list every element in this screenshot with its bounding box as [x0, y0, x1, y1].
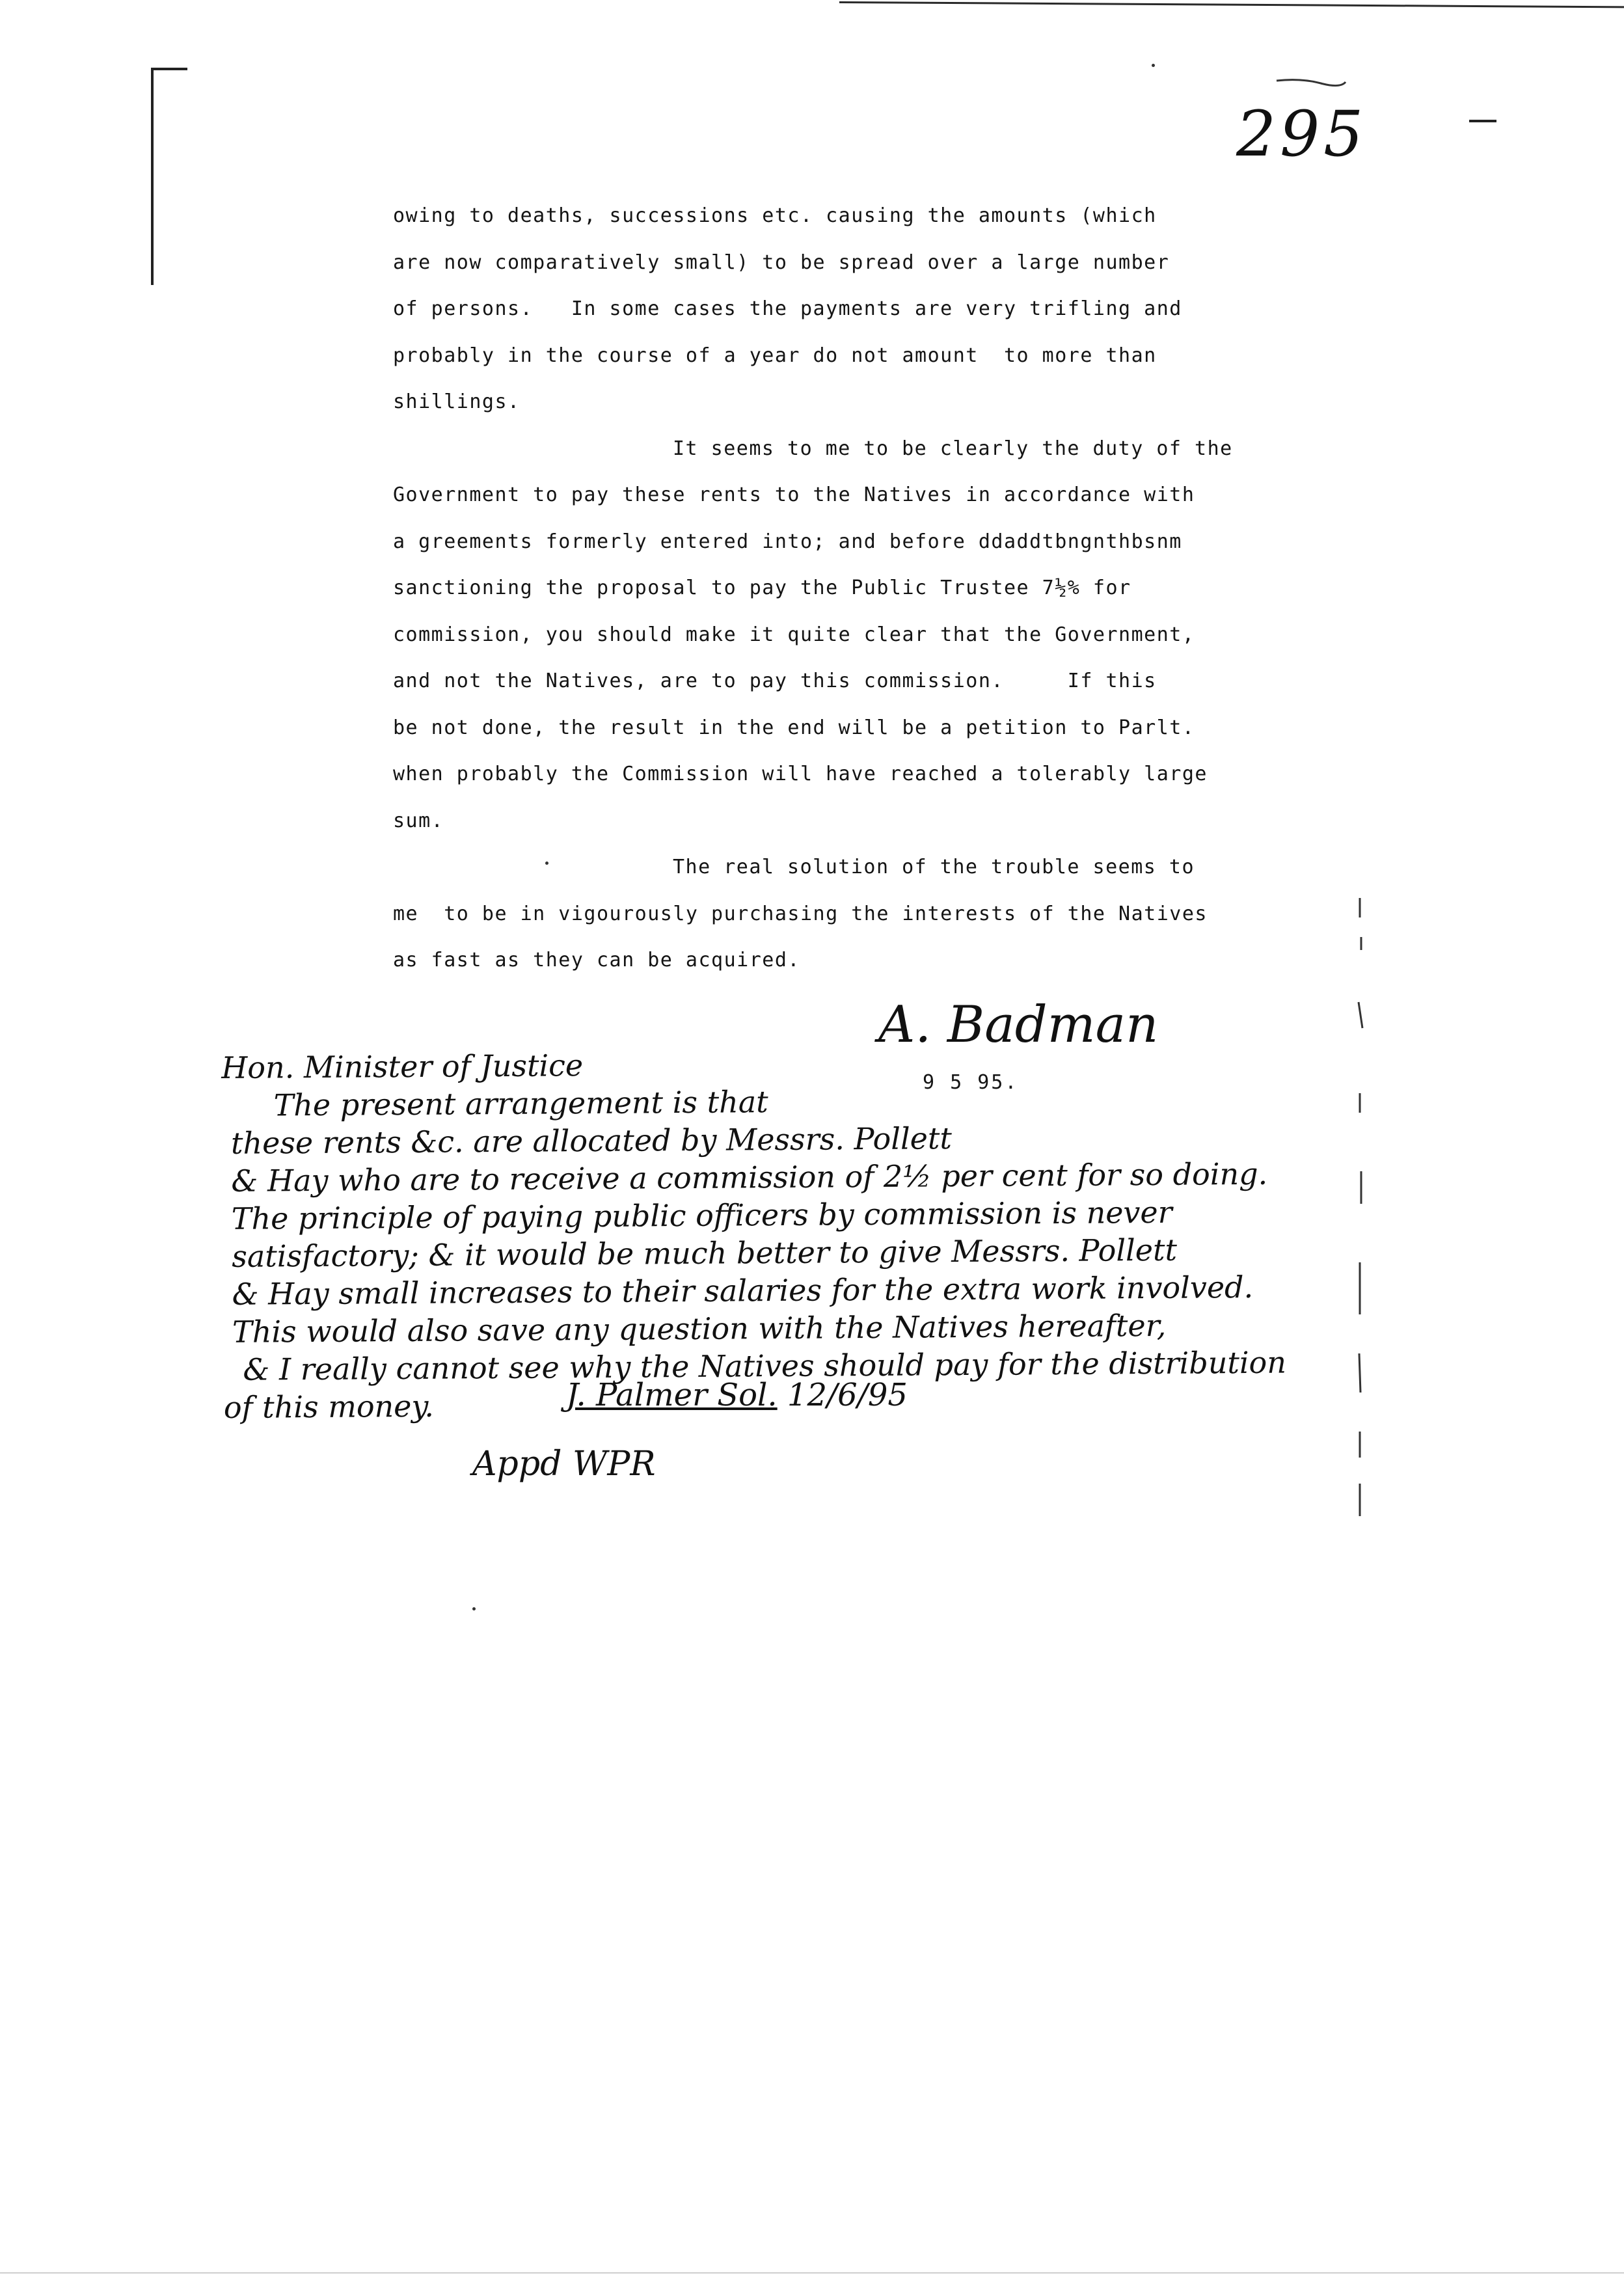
signature-date: 9 5 95.: [923, 1071, 1019, 1094]
minute-date: 12/6/95: [787, 1377, 908, 1413]
approval-initials: Appd WPR: [472, 1445, 656, 1484]
typed-line: are now comparatively small) to be spread over a large number: [393, 251, 1170, 274]
minute-line: & Hay who are to receive a commission of 2½ per cent for so doing.: [231, 1156, 1268, 1199]
scan-edge-bottom: [0, 2272, 1624, 2274]
minute-line: of this money.: [223, 1388, 435, 1425]
typed-line: The real solution of the trouble seems to: [673, 856, 1195, 878]
minute-line: these rents &c. are allocated by Messrs. Pollett: [230, 1121, 953, 1161]
minute-signature-block: [566, 1377, 908, 1413]
scan-speck: [545, 862, 548, 865]
typed-line: shillings.: [393, 390, 521, 413]
typed-letter-body: [393, 193, 1317, 984]
minute-line: This would also save any question with the Natives hereafter,: [232, 1307, 1167, 1350]
typed-line: as fast as they can be acquired.: [393, 949, 800, 971]
minute-signature: J. Palmer Sol.: [566, 1377, 778, 1413]
typed-line: be not done, the result in the end will be a petition to Parlt.: [393, 716, 1195, 739]
minute-line: The principle of paying public officers by commission is never: [231, 1194, 1172, 1236]
typed-line: commission, you should make it quite clear that the Government,: [393, 623, 1195, 646]
typed-line: sum.: [393, 809, 444, 832]
typed-line: Government to pay these rents to the Natives in accordance with: [393, 483, 1195, 506]
typed-line: owing to deaths, successions etc. causing the amounts (which: [393, 204, 1157, 227]
scan-speck: [1152, 64, 1155, 67]
minute-line: & Hay small increases to their salaries for the extra work involved.: [232, 1269, 1254, 1312]
minute-line: Hon. Minister of Justice: [221, 1048, 584, 1085]
typed-line: of persons. In some cases the payments are very trifling and: [393, 297, 1182, 320]
typed-line: probably in the course of a year do not amount to more than: [393, 344, 1157, 367]
scan-speck: [472, 1607, 476, 1610]
pencil-mark-icon: [1275, 77, 1347, 90]
margin-bracket: [151, 68, 187, 285]
typed-line: a greements formerly entered into; and before ddaddtbngnthbsnm: [393, 530, 1182, 553]
minute-line: & I really cannot see why the Natives should pay for the distribution: [243, 1344, 1287, 1387]
author-signature: A. Badman: [878, 996, 1159, 1054]
minute-line: satisfactory; & it would be much better to give Messrs. Pollett: [232, 1232, 1178, 1274]
minute-line: The present arrangement is that: [273, 1084, 768, 1123]
handwritten-minute: [221, 1041, 1349, 1426]
typed-line: me to be in vigourously purchasing the interests of the Natives: [393, 902, 1208, 925]
margin-perforation-marks: [1353, 898, 1366, 1516]
typed-line: when probably the Commission will have reached a tolerably large: [393, 763, 1208, 785]
scan-edge-top: [839, 1, 1624, 8]
folio-number: 295: [1236, 98, 1368, 170]
typed-line: sanctioning the proposal to pay the Public Trustee 7½% for: [393, 577, 1131, 599]
typed-line: and not the Natives, are to pay this commission. If this: [393, 670, 1157, 692]
margin-dash: [1469, 120, 1496, 122]
typed-line: It seems to me to be clearly the duty of the: [673, 437, 1233, 460]
